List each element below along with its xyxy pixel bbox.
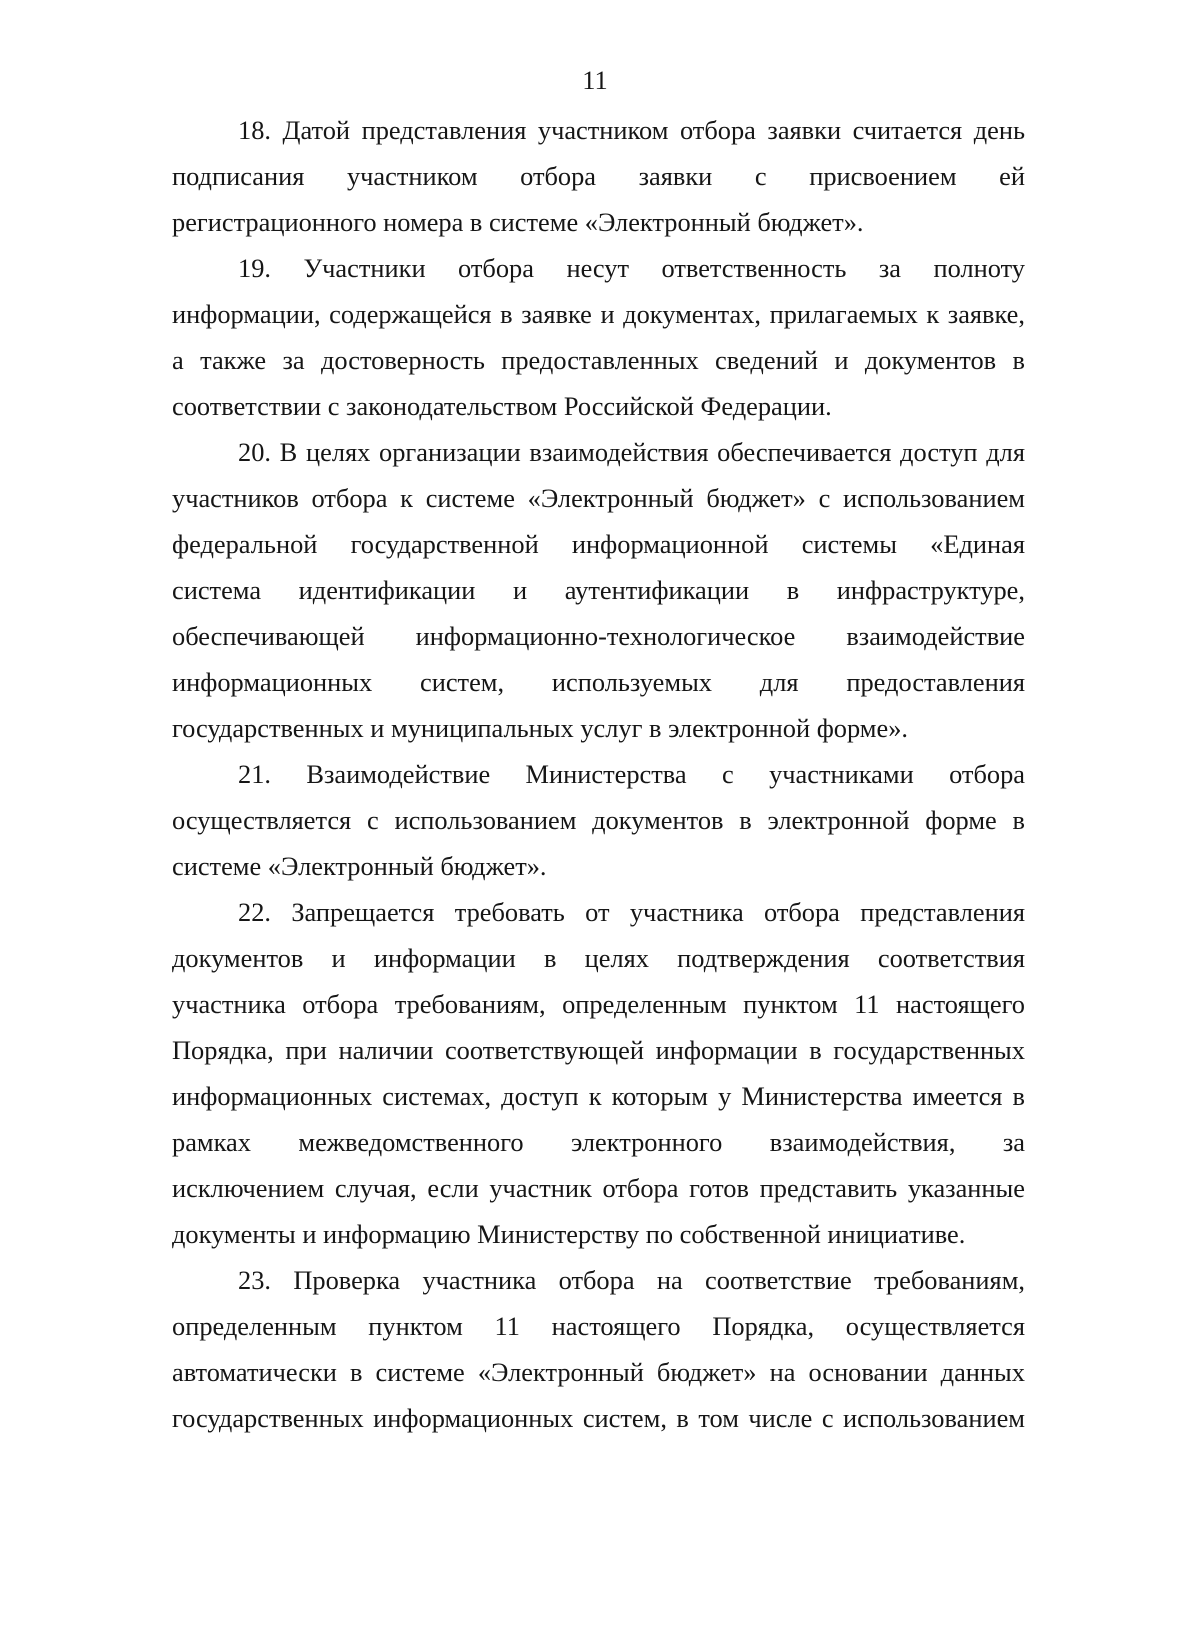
paragraph-line: документов и информации в целях подтверждения соответствия — [172, 943, 1025, 973]
paragraph-line: рамках межведомственного электронного взаимодействия, за — [172, 1127, 1025, 1157]
paragraph-line: информационных систем, используемых для предоставления — [172, 667, 1025, 697]
paragraph-line: документы и информацию Министерству по собственной инициативе. — [172, 1219, 966, 1249]
paragraph-line: 19. Участники отбора несут ответственность за полноту — [238, 253, 1025, 283]
paragraph-line: осуществляется с использованием документов в электронной форме в — [172, 805, 1025, 835]
paragraph-line: информационных системах, доступ к которым у Министерства имеется в — [172, 1081, 1025, 1111]
paragraph-line: обеспечивающей информационно-технологическое взаимодействие — [172, 621, 1025, 651]
paragraph-line: определенным пунктом 11 настоящего Порядка, осуществляется — [172, 1311, 1025, 1341]
paragraph-line: участников отбора к системе «Электронный бюджет» с использованием — [172, 483, 1025, 513]
paragraph-22 — [172, 889, 1025, 1257]
document-body — [172, 107, 1025, 1441]
paragraph-line: федеральной государственной информационной системы «Единая — [172, 529, 1025, 559]
paragraph-line: информации, содержащейся в заявке и документах, прилагаемых к заявке, — [172, 299, 1025, 329]
paragraph-line: 23. Проверка участника отбора на соответствие требованиям, — [238, 1265, 1025, 1295]
paragraph-line: государственных информационных систем, в том числе с использованием — [172, 1403, 1025, 1433]
paragraph-line: 21. Взаимодействие Министерства с участниками отбора — [238, 759, 1025, 789]
paragraph-20 — [172, 429, 1025, 751]
paragraph-line: соответствии с законодательством Российской Федерации. — [172, 391, 832, 421]
paragraph-23 — [172, 1257, 1025, 1441]
paragraph-line: участника отбора требованиям, определенным пунктом 11 настоящего — [172, 989, 1025, 1019]
paragraph-line: автоматически в системе «Электронный бюджет» на основании данных — [172, 1357, 1025, 1387]
paragraph-line: 20. В целях организации взаимодействия обеспечивается доступ для — [238, 437, 1025, 467]
paragraph-line: подписания участником отбора заявки с присвоением ей — [172, 161, 1025, 191]
paragraph-line: а также за достоверность предоставленных сведений и документов в — [172, 345, 1025, 375]
paragraph-line: регистрационного номера в системе «Электронный бюджет». — [172, 207, 864, 237]
paragraph-21 — [172, 751, 1025, 889]
paragraph-line: 18. Датой представления участником отбора заявки считается день — [238, 115, 1025, 145]
paragraph-line: исключением случая, если участник отбора готов представить указанные — [172, 1173, 1025, 1203]
page-number: 11 — [582, 65, 608, 95]
paragraph-line: системе «Электронный бюджет». — [172, 851, 547, 881]
paragraph-line: 22. Запрещается требовать от участника отбора представления — [238, 897, 1025, 927]
paragraph-line: государственных и муниципальных услуг в электронной форме». — [172, 713, 908, 743]
paragraph-18 — [172, 107, 1025, 245]
paragraph-19 — [172, 245, 1025, 429]
paragraph-line: Порядка, при наличии соответствующей информации в государственных — [172, 1035, 1025, 1065]
paragraph-line: система идентификации и аутентификации в инфраструктуре, — [172, 575, 1025, 605]
